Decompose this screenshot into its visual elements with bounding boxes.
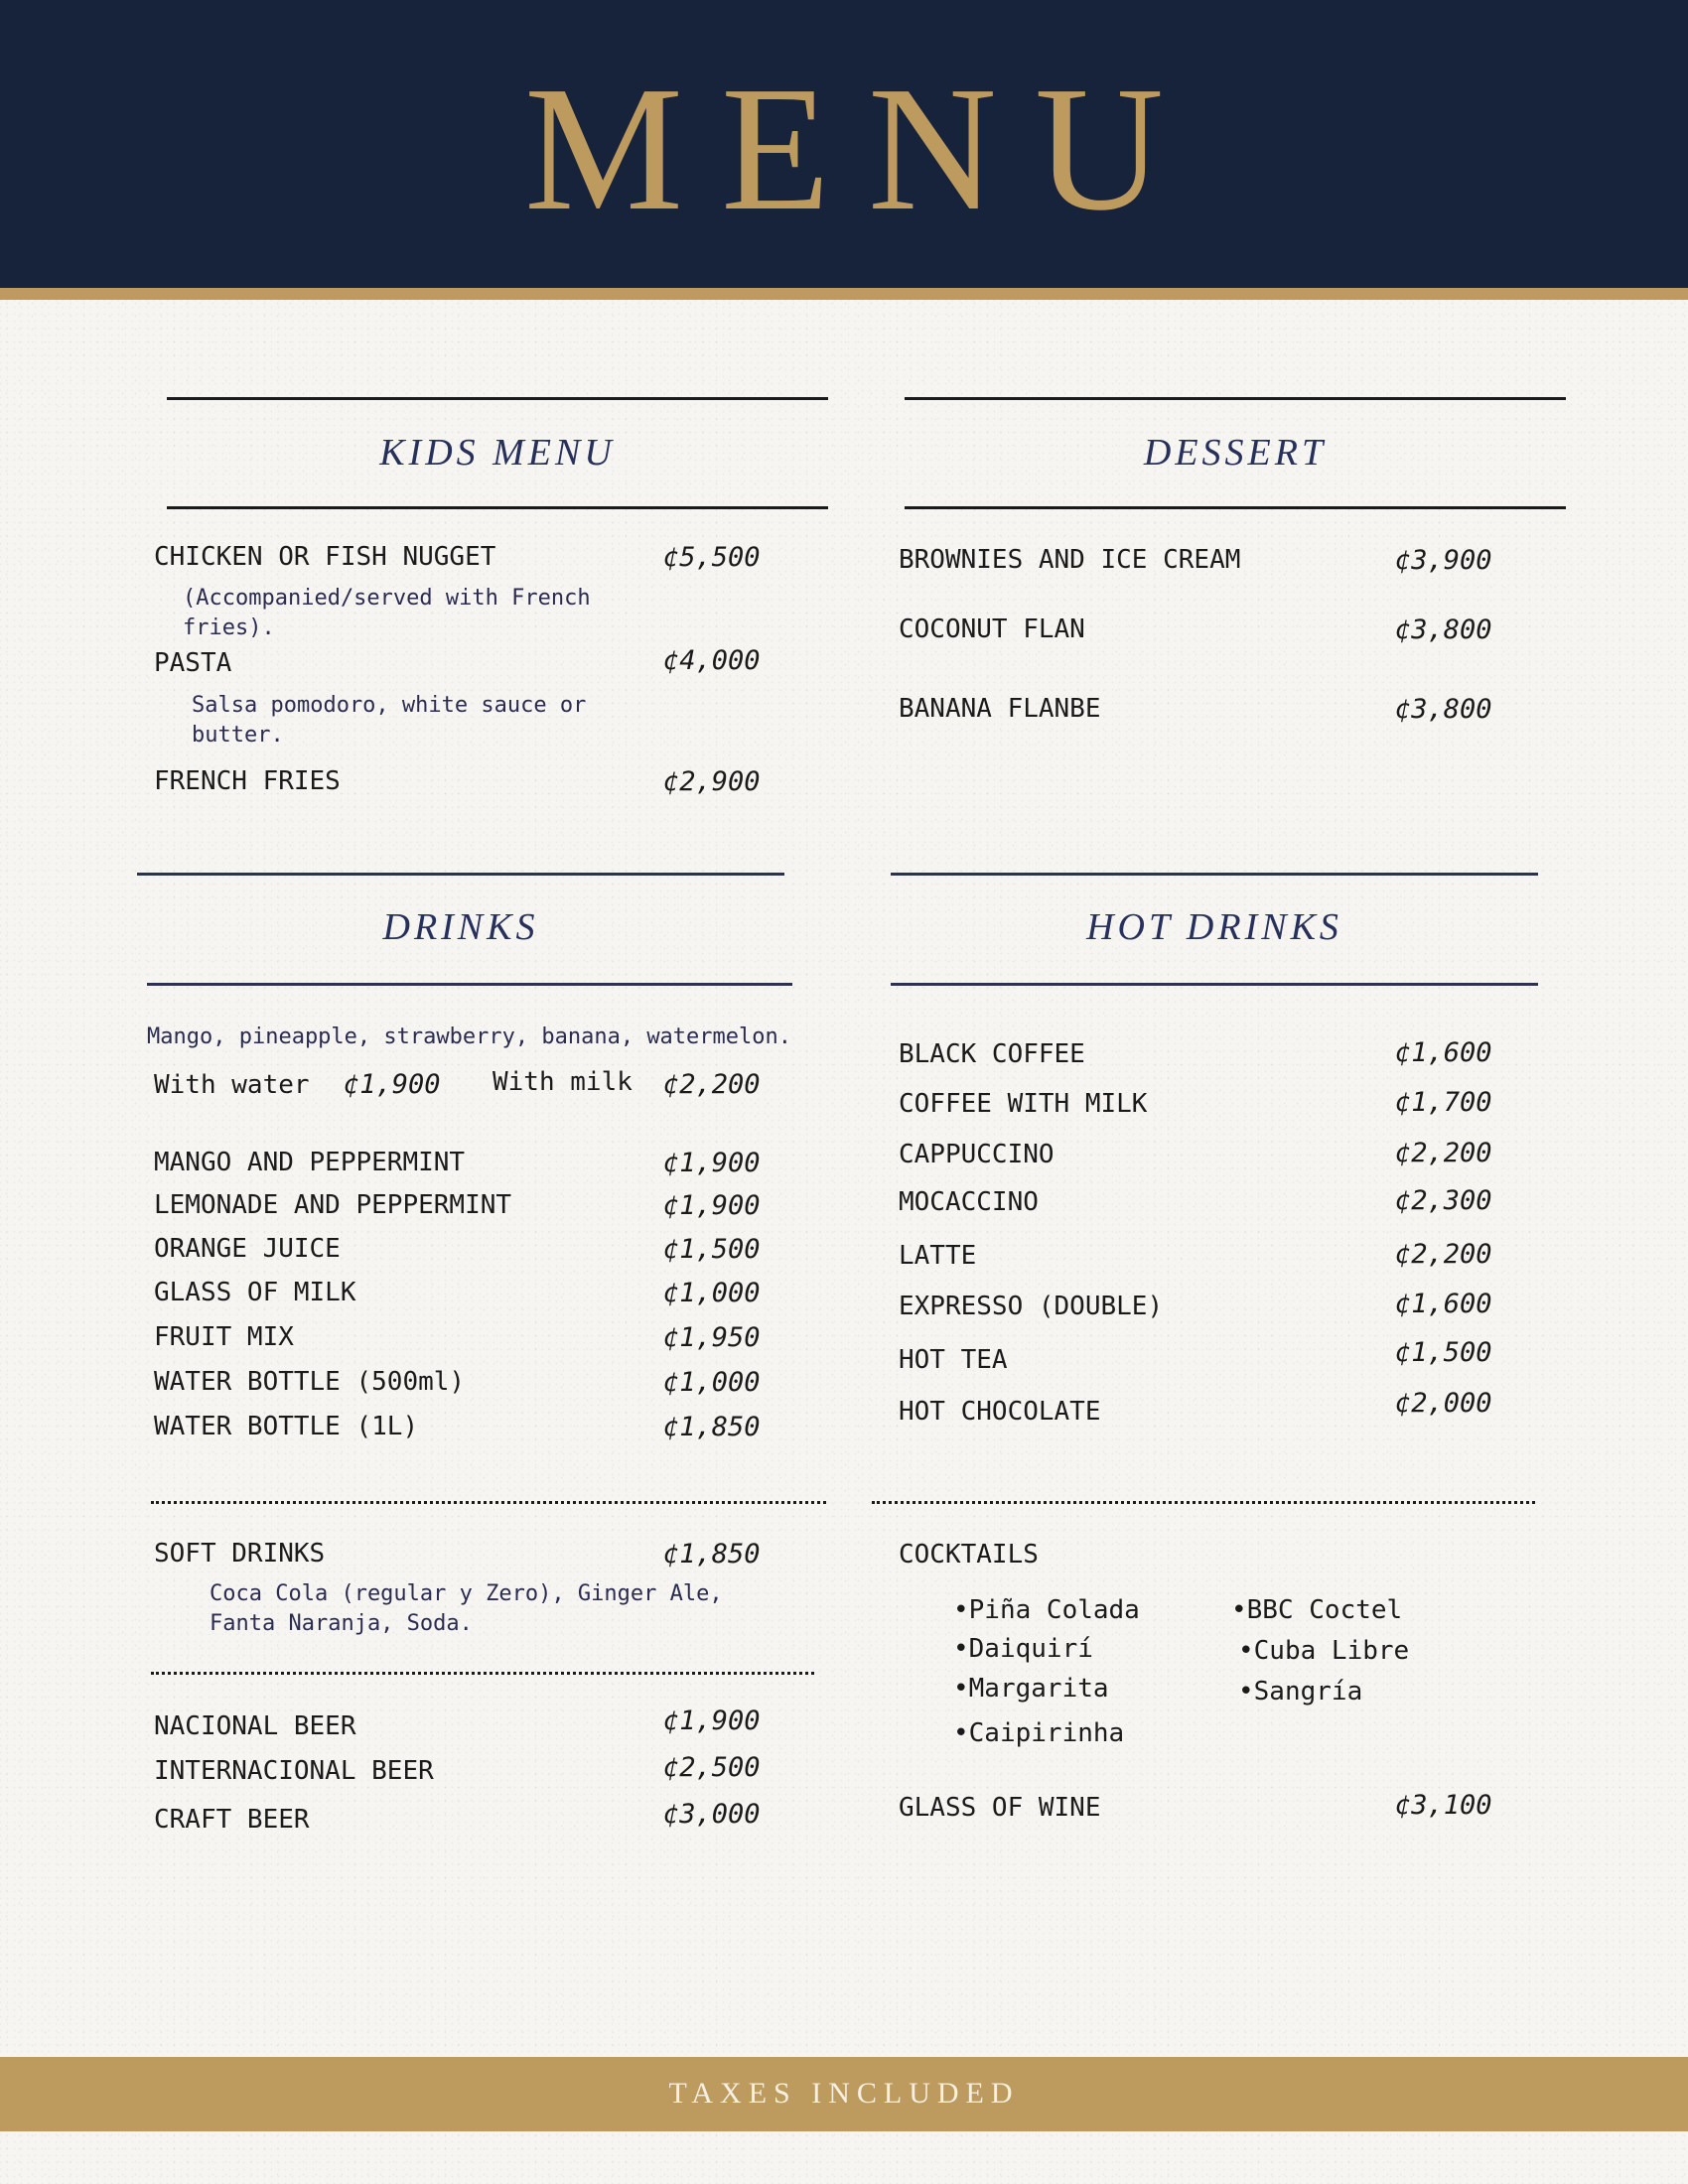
- menu-item-name: GLASS OF MILK: [154, 1278, 356, 1307]
- drinks-top-rule: [137, 873, 784, 876]
- menu-item-name: BROWNIES AND ICE CREAM: [899, 545, 1241, 575]
- menu-item-name: HOT CHOCOLATE: [899, 1397, 1101, 1427]
- menu-item-price: ¢4,000: [663, 645, 761, 676]
- menu-item-name: WATER BOTTLE (1L): [154, 1412, 419, 1441]
- menu-item-price: ¢1,950: [663, 1322, 761, 1353]
- menu-item-price: ¢2,500: [663, 1752, 761, 1783]
- menu-item-price: ¢3,800: [1395, 614, 1492, 645]
- dessert-bottom-rule: [905, 506, 1566, 509]
- cocktail-item: •Daiquirí: [953, 1634, 1093, 1664]
- menu-item-price: ¢3,900: [1395, 545, 1492, 576]
- dessert-top-rule: [905, 397, 1566, 400]
- menu-item-price: ¢1,700: [1395, 1087, 1492, 1118]
- menu-item-price: ¢1,000: [663, 1278, 761, 1308]
- menu-item-name: ORANGE JUICE: [154, 1234, 341, 1264]
- menu-item-price: ¢1,500: [1395, 1337, 1492, 1368]
- menu-item-name: BANANA FLANBE: [899, 694, 1101, 724]
- cocktail-item: •Sangría: [1238, 1677, 1363, 1706]
- menu-item-price: ¢1,900: [663, 1148, 761, 1178]
- menu-item-price: ¢1,000: [663, 1367, 761, 1398]
- menu-item-name: CRAFT BEER: [154, 1805, 310, 1835]
- page-title: MENU: [524, 50, 1201, 247]
- menu-item-price: ¢2,200: [1395, 1239, 1492, 1270]
- dessert-title: DESSERT: [1143, 432, 1328, 474]
- menu-item-price: ¢2,200: [1395, 1138, 1492, 1168]
- hot-drinks-title: HOT DRINKS: [1086, 906, 1342, 948]
- menu-item-name: PASTA: [154, 648, 232, 678]
- hot-drinks-bottom-rule: [891, 983, 1538, 986]
- soft-drinks-name: SOFT DRINKS: [154, 1539, 326, 1569]
- dotted-divider: [151, 1501, 826, 1504]
- menu-item-name: LEMONADE AND PEPPERMINT: [154, 1190, 512, 1220]
- menu-item-name: FRENCH FRIES: [154, 766, 341, 796]
- menu-item-name: EXPRESSO (DOUBLE): [899, 1292, 1164, 1321]
- menu-item-price: ¢1,500: [663, 1234, 761, 1265]
- kids-menu-title: KIDS MENU: [379, 432, 616, 474]
- soft-drinks-description: Coca Cola (regular y Zero), Ginger Ale, Fanta Naranja, Soda.: [210, 1581, 723, 1636]
- with-milk-label: With milk: [492, 1067, 633, 1097]
- with-milk-price: ¢2,200: [663, 1069, 761, 1100]
- with-water-label: With water: [154, 1070, 310, 1100]
- menu-item-name: MOCACCINO: [899, 1187, 1039, 1217]
- menu-item-price: ¢1,900: [663, 1190, 761, 1221]
- menu-item-price: ¢1,900: [663, 1706, 761, 1736]
- dotted-divider: [872, 1501, 1535, 1504]
- menu-item-name: COCONUT FLAN: [899, 614, 1085, 644]
- cocktail-item: •Margarita: [953, 1674, 1109, 1704]
- menu-item-name: LATTE: [899, 1241, 977, 1271]
- kids-menu-top-rule: [167, 397, 828, 400]
- menu-item-name: INTERNACIONAL BEER: [154, 1756, 434, 1786]
- menu-item-name: MANGO AND PEPPERMINT: [154, 1148, 466, 1177]
- menu-item-price: ¢2,000: [1395, 1388, 1492, 1419]
- cocktails-title: COCKTAILS: [899, 1540, 1039, 1570]
- taxes-included-note: TAXES INCLUDED: [668, 2077, 1020, 2110]
- drinks-title: DRINKS: [382, 906, 539, 948]
- menu-item-price: ¢1,600: [1395, 1037, 1492, 1068]
- dotted-divider: [151, 1672, 814, 1675]
- cocktail-item: •Piña Colada: [953, 1595, 1140, 1625]
- menu-item-name: COFFEE WITH MILK: [899, 1089, 1148, 1119]
- cocktail-item: •BBC Coctel: [1231, 1595, 1403, 1625]
- menu-item-price: ¢1,600: [1395, 1289, 1492, 1319]
- menu-item-name: CHICKEN OR FISH NUGGET: [154, 542, 496, 572]
- kids-menu-bottom-rule: [167, 506, 828, 509]
- menu-item-price: ¢3,800: [1395, 694, 1492, 725]
- menu-item-name: NACIONAL BEER: [154, 1711, 356, 1741]
- cocktail-item: •Cuba Libre: [1238, 1636, 1410, 1666]
- menu-item-name: GLASS OF WINE: [899, 1793, 1101, 1823]
- hot-drinks-top-rule: [891, 873, 1538, 876]
- drinks-bottom-rule: [147, 983, 792, 986]
- menu-item-description: Salsa pomodoro, white sauce or butter.: [192, 693, 587, 748]
- with-water-price: ¢1,900: [344, 1069, 441, 1100]
- menu-item-name: CAPPUCCINO: [899, 1140, 1055, 1169]
- menu-item-description: (Accompanied/served with French fries).: [183, 586, 591, 640]
- header-rule: [0, 288, 1688, 300]
- menu-item-price: ¢5,500: [663, 542, 761, 573]
- menu-item-name: WATER BOTTLE (500ml): [154, 1367, 466, 1397]
- soft-drinks-price: ¢1,850: [663, 1539, 761, 1570]
- menu-item-price: ¢3,000: [663, 1799, 761, 1830]
- smoothie-flavors: Mango, pineapple, strawberry, banana, watermelon.: [147, 1024, 792, 1049]
- menu-item-price: ¢2,900: [663, 766, 761, 797]
- menu-item-price: ¢2,300: [1395, 1185, 1492, 1216]
- cocktail-item: •Caipirinha: [953, 1718, 1125, 1748]
- menu-item-name: HOT TEA: [899, 1345, 1008, 1375]
- menu-item-price: ¢1,850: [663, 1412, 761, 1442]
- menu-item-price: ¢3,100: [1395, 1790, 1492, 1821]
- menu-item-name: FRUIT MIX: [154, 1322, 294, 1352]
- menu-item-name: BLACK COFFEE: [899, 1039, 1085, 1069]
